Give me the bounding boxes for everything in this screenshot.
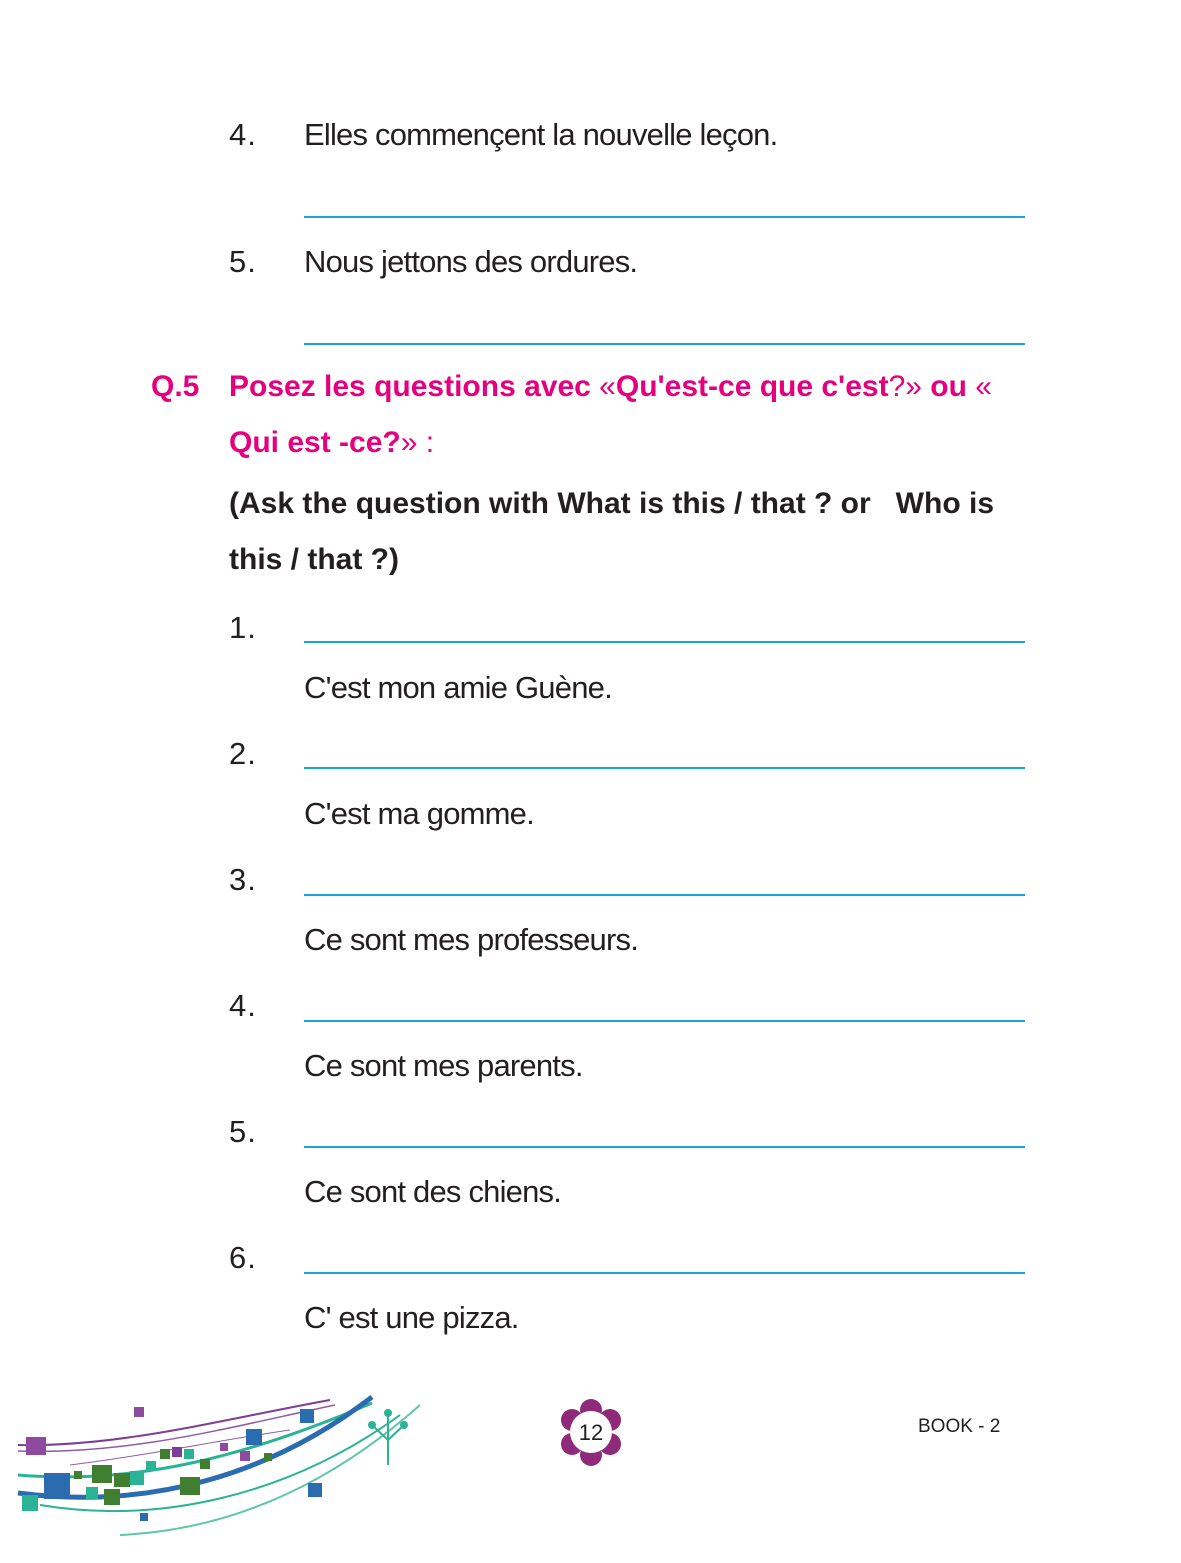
- item-number: 4.: [229, 117, 257, 152]
- answer-line[interactable]: [304, 767, 1025, 769]
- answer-text: C' est une pizza.: [304, 1300, 519, 1335]
- item-number: 1.: [229, 610, 257, 645]
- decorative-swoosh-icon: [0, 1385, 430, 1555]
- quote-open-2: «: [975, 370, 992, 403]
- item-number: 5.: [229, 244, 257, 279]
- item-number: 6.: [229, 1240, 257, 1275]
- question-text-part1: Posez les questions avec: [229, 370, 600, 403]
- item-number: 5.: [229, 1114, 257, 1149]
- answer-line[interactable]: [304, 1146, 1025, 1148]
- english-instruction-line-2: this / that ?): [229, 543, 399, 576]
- quote-close: ?»: [888, 370, 922, 403]
- book-label: BOOK - 2: [918, 1416, 1001, 1437]
- question-phrase: Qu'est-ce que c'est: [615, 370, 889, 403]
- page-number: 12: [578, 1420, 604, 1445]
- quote-open: «: [599, 370, 616, 403]
- item-number: 4.: [229, 988, 257, 1023]
- answer-line: [304, 216, 1025, 218]
- question-label: Q.5: [151, 370, 200, 403]
- answer-text: C'est mon amie Guène.: [304, 670, 612, 705]
- page-number-badge: [555, 1398, 627, 1468]
- question-line-1: [229, 370, 992, 404]
- answer-text: Ce sont mes professeurs.: [304, 922, 639, 957]
- question-ou: ou: [921, 370, 976, 403]
- answer-text: Ce sont des chiens.: [304, 1174, 562, 1209]
- answer-text: C'est ma gomme.: [304, 796, 534, 831]
- item-number: 2.: [229, 736, 257, 771]
- question-line-2: [229, 426, 434, 460]
- answer-line[interactable]: [304, 894, 1025, 896]
- answer-text: Ce sont mes parents.: [304, 1048, 583, 1083]
- answer-line[interactable]: [304, 1272, 1025, 1274]
- item-number: 3.: [229, 862, 257, 897]
- quote-close-2: » :: [400, 426, 435, 459]
- answer-line[interactable]: [304, 1020, 1025, 1022]
- question-phrase-2: Qui est -ce?: [229, 426, 401, 459]
- answer-line: [304, 343, 1025, 345]
- english-instruction-line-1: (Ask the question with What is this / that ? or Who is: [229, 487, 994, 520]
- item-sentence: Elles commençent la nouvelle leçon.: [304, 117, 778, 152]
- item-sentence: Nous jettons des ordures.: [304, 244, 638, 279]
- answer-line[interactable]: [304, 641, 1025, 643]
